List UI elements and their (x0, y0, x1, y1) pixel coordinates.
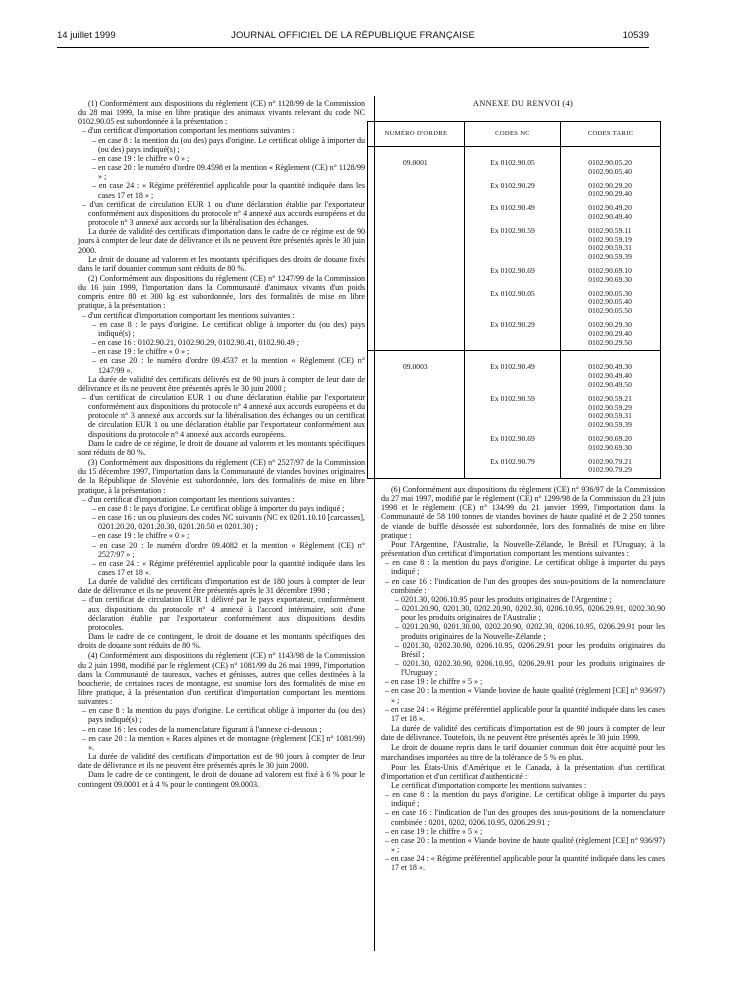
order-number-cell (368, 319, 464, 351)
para-3-item-c: – d'un certificat de circulation EUR 1 délivré par le pays exportateur, conformément aux dispositions du protocole n° 4 annexé à l'accord intérimaire, soit d'une déclaration établie par l'exportateur conformément aux dispositions desdits protocoles. (82, 595, 365, 632)
para-4-item-a1: – en case 8 : la mention du pays d'origine. Le certificat oblige à importer du (ou des) pays indiqué(s) ; (82, 706, 365, 725)
para-6-item-f4: – en case 20 : la mention « Viande bovine de haute qualité (règlement [CE] n° 936/97) » ; (385, 835, 665, 855)
para-4-validity: La durée de validité des certificats d'importation est de 90 jours à compter de leur date de délivrance et ils ne peuvent être présentés après le 30 juin 2000. (78, 752, 365, 771)
para-6-item-b3: – en case 19 : le chiffre « 5 » ; (385, 677, 483, 687)
taric-code-cell: 0102.90.49.20 0102.90.49.40 (561, 202, 660, 225)
para-1-item-a4: – en case 24 : « Régime préférentiel applicable pour la quantité indiquée dans les cases 17 et 18 » ; (92, 181, 365, 200)
annex-table-row (368, 433, 660, 456)
annex-title: ANNEXE DU RENVOI (4) (472, 99, 574, 108)
nc-code-cell: Ex 0102.90.05 (464, 147, 560, 180)
header-date: 14 juillet 1999 (57, 30, 116, 41)
header-rule (57, 47, 649, 48)
nc-code-cell: Ex 0102.90.79 (464, 456, 560, 479)
para-1-item-a3: – en case 20 : le numéro d'ordre 09.4598 et la mention « Règlement (CE) n° 1128/99 » ; (92, 163, 365, 182)
para-1-item-a: – d'un certificat d'importation comportant les mentions suivantes : (82, 126, 295, 136)
para-3-item-a1: – en case 8 : le pays d'origine. Le certificat oblige à importer du pays indiqué ; (92, 503, 345, 513)
taric-code-cell: 0102.90.05.20 0102.90.05.40 (561, 147, 660, 180)
annex-table-row (368, 456, 660, 479)
para-4-duty: Dans le cadre de ce contingent, le droit de douane ad valorem est fixé à 6 % pour le contingent 09.0001 et à 4 % pour le contingent 09.0003. (78, 770, 365, 789)
col-header-order: NUMÉRO D'ORDRE (368, 122, 464, 147)
order-number-cell: 09.0001 (403, 158, 428, 167)
para-6-usa-canada: Pour les États-Unis d'Amérique et le Canada, à la présentation d'un certificat d'importation et d'un certificat d'authenticité : (381, 762, 665, 781)
nc-code-cell: Ex 0102.90.59 (464, 225, 560, 265)
header-page-number: 10539 (622, 30, 649, 41)
header-journal-title: JOURNAL OFFICIEL DE LA RÉPUBLIQUE FRANÇAISE (231, 30, 475, 41)
para-3-intro: (3) Conformément aux dispositions du règlement (CE) n° 2527/97 de la Commission du 15 décembre 1997, l'importation dans la Communauté de viandes bovines originaires de la République de Slovénie est subordonnée, lors des formalités de mise en libre pratique, à la présentation : (78, 458, 365, 495)
taric-code-cell: 0102.90.79.21 0102.90.79.29 (561, 456, 660, 479)
order-number-cell (368, 393, 464, 433)
para-6-item-b5: – en case 24 : « Régime préférentiel applicable pour la quantité indiquée dans les cases 17 et 18 ». (385, 704, 665, 723)
nc-code-cell: Ex 0102.90.49 (464, 351, 560, 393)
para-3-item-a3: – en case 19 : le chiffre « 0 » ; (92, 531, 190, 541)
para-6-validity: La durée de validité des certificats d'importation est de 90 jours à compter de leur date de délivrance. Toutefois, ils ne peuvent être présentés après le 30 juin 1999. (381, 724, 665, 743)
order-number-cell (368, 456, 464, 479)
para-3-duty: Dans le cadre de ce contingent, le droit de douane et les montants spécifiques des droits de douane sont réduits de 80 %. (78, 632, 365, 651)
para-6-item-f3: – en case 19 : le chiffre « 5 » ; (385, 826, 483, 836)
taric-code-cell: 0102.90.59.21 0102.90.59.29 0102.90.59.31 0102.90.59.39 (561, 393, 660, 433)
para-6-item-b4: – en case 20 : la mention « Viande bovine de haute qualité (règlement [CE] n° 936/97) » ; (385, 686, 665, 705)
para-4-intro: (4) Conformément aux dispositions du règlement (CE) n° 1143/98 de la Commission du 2 juin 1998, modifié par le règlement (CE) n° 1081/99 du 26 mai 1999, l'importation dans la Communauté de taureaux, vaches et génisses, autres que celles destinées à la boucherie, de certaines races de montagne, est soumise lors des formalités de mise en libre pratique, à la présentation d'un certificat d'importation comportant les mentions suivantes : (78, 651, 365, 707)
order-number-cell (368, 288, 464, 319)
para-6-argentina: Pour l'Argentine, l'Australie, la Nouvelle-Zélande, le Brésil et l'Uruguay, à la présentation d'un certificat d'importation comportant les mentions suivantes : (381, 539, 665, 559)
annex-table-row (368, 288, 660, 319)
para-2-item-a: – d'un certificat d'importation comportant les mentions suivantes : (82, 310, 295, 320)
taric-code-cell: 0102.90.29.30 0102.90.29.40 0102.90.29.50 (561, 319, 660, 351)
para-3-item-a4: – en case 20 : le numéro d'ordre 09.4082 et la mention « Règlement (CE) n° 2527/97 » ; (92, 540, 365, 559)
para-3-item-a: – d'un certificat d'importation comportant les mentions suivantes : (82, 494, 295, 504)
taric-code-cell: 0102.90.69.10 0102.90.69.30 (561, 265, 660, 288)
right-column (381, 485, 665, 873)
order-number-cell (368, 433, 464, 456)
order-number-cell (368, 202, 464, 225)
taric-code-cell: 0102.90.49.30 0102.90.49.40 0102.90.49.50 (561, 351, 660, 393)
para-6-duty: Le droit de douane repris dans le tarif douanier commun doit être acquitté pour les marchandises importées au titre de la tolérance de 5 % en plus. (381, 743, 665, 762)
para-2-item-a2: – en case 16 : 0102.90.21, 0102.90.29, 0102.90.41, 0102.90.49 ; (92, 338, 299, 348)
para-6-certificate: Le certificat d'importation comporte les mentions suivantes : (391, 781, 587, 790)
nc-code-cell: Ex 0102.90.69 (464, 433, 560, 456)
annex-table-body (368, 147, 660, 479)
nc-code-cell: Ex 0102.90.59 (464, 393, 560, 433)
running-header (57, 30, 649, 44)
para-1-item-a1: – en case 8 : la mention du (ou des) pays d'origine. Le certificat oblige à importer du (ou des) pays indiqué(s) ; (92, 135, 365, 154)
para-3-item-a2: – en case 16 : un ou plusieurs des codes NC suivants (NC ex 0201.10.10 [carcasses], 0201.20.20, 0201.20.30, 0201.20.50 et 0201.30) ; (92, 513, 365, 532)
para-6-item-f1: – en case 8 : la mention du pays d'origine. Le certificat oblige à importer du pays indiqué ; (385, 790, 665, 809)
para-4-item-a3: – en case 20 : la mention « Races alpines et de montagne (règlement [CE] n° 1081/99) ». (82, 733, 365, 752)
para-6-item-b2d: – 0201.30, 0202.30.90, 0206.10.95, 0206.29.91 pour les produits originaires du Brésil ; (395, 640, 665, 659)
taric-code-cell: 0102.90.59.11 0102.90.59.19 0102.90.59.31 0102.90.59.39 (561, 225, 660, 265)
para-6-item-b2e: – 0201.30, 0202.30.90, 0206.10.95, 0206.29.91 pour les produits originaires de l'Uruguay ; (395, 658, 665, 678)
para-6-item-f2: – en case 16 : l'indication de l'un des groupes des sous-positions de la nomenclature combinée : 0201, 0202, 0206.10.95, 0206.29.91 ; (385, 808, 665, 827)
para-6-item-b1: – en case 8 : la mention du pays d'origine. Le certificat oblige à importer du pays indiqué ; (385, 558, 665, 577)
para-2-item-a3: – en case 19 : le chiffre « 0 » ; (92, 347, 190, 357)
nc-code-cell: Ex 0102.90.49 (464, 202, 560, 225)
para-6-item-b2: – en case 16 : l'indication de l'un des groupes des sous-positions de la nomenclature combinée : (385, 576, 665, 595)
para-1-item-b: – d'un certificat de circulation EUR 1 ou d'une déclaration établie par l'exportateur conformément aux dispositions du protocole n° 4 annexé aux accords européens et du protocole n° 3 annexé aux accords sur la libéralisation des échanges. (82, 199, 365, 228)
annex-table-header-row (368, 122, 660, 147)
para-6-item-f5: – en case 24 : « Régime préférentiel applicable pour la quantité indiquée dans les cases 17 et 18 ». (385, 854, 665, 873)
annex-table-row (368, 225, 660, 265)
para-6-item-b2b: – 0201.20.90, 0201.30, 0202.20.90, 0202.30, 0206.10.95, 0206.29.91, 0202.30.90 pour les produits originaires de l'Australie ; (395, 604, 665, 623)
order-number-cell (368, 180, 464, 203)
para-2-item-c: – d'un certificat de circulation EUR 1 ou d'une déclaration établie par l'exportateur conformément aux dispositions du protocole n° 4 annexé aux accords européens et du protocole n° 3 annexé aux accords sur la libéralisation des échanges ou un certificat de circulation EUR 1 ou une déclaration établie par l'exportateur conformément aux dispositions du protocole n° 4 annexé aux accords européens. (82, 393, 365, 439)
annex-table-row (368, 265, 660, 288)
taric-code-cell: 0102.90.69.20 0102.90.69.30 (561, 433, 660, 456)
para-1-validity: La durée de validité des certificats d'importation dans le cadre de ce régime est de 90 jours à compter de leur date de délivrance et ils ne peuvent être présentés après le 30 juin 2000. (78, 227, 365, 255)
para-2-item-a4: – en case 20 : le numéro d'ordre 09.4537 et la mention « Règlement (CE) n° 1247/99 ». (92, 356, 365, 375)
para-2-item-a1: – en case 8 : le pays d'origine. Le certificat oblige à importer du (ou des) pays indiqué(s) ; (92, 319, 365, 338)
taric-code-cell: 0102.90.29.20 0102.90.29.40 (561, 180, 660, 203)
para-3-validity: La durée de validité des certificats d'importation est de 180 jours à compter de leur date de délivrance et ils ne peuvent être présentés après le 31 décembre 1998 ; (78, 577, 365, 596)
annex-table (367, 121, 661, 479)
left-column (78, 99, 365, 789)
order-number-cell (368, 265, 464, 288)
nc-code-cell: Ex 0102.90.29 (464, 180, 560, 203)
taric-code-cell: 0102.90.05.30 0102.90.05.40 0102.90.05.50 (561, 288, 660, 319)
para-3-item-a5: – en case 24 : « Régime préférentiel applicable pour la quantité indiquée dans les cases 17 et 18 ». (92, 558, 365, 577)
nc-code-cell: Ex 0102.90.69 (464, 265, 560, 288)
annex-table-row (368, 180, 660, 203)
annex-table-row (368, 147, 660, 180)
annex-table-row (368, 319, 660, 351)
order-number-cell: 09.0003 (368, 351, 464, 393)
para-1-item-a2: – en case 19 : le chiffre « 0 » ; (92, 153, 190, 163)
nc-code-cell: Ex 0102.90.29 (464, 319, 560, 351)
col-header-nc: CODES NC (464, 122, 560, 147)
nc-code-cell: Ex 0102.90.05 (464, 288, 560, 319)
para-4-item-a2: – en case 16 : les codes de la nomenclature figurant à l'annexe ci-dessous ; (82, 724, 322, 734)
annex-table-row (368, 351, 660, 393)
para-6-item-b2a: – 0201.30, 0206.10.95 pour les produits originaires de l'Argentine ; (395, 594, 612, 604)
annex-table-row (368, 393, 660, 433)
annex-table-row (368, 202, 660, 225)
para-1-duty: Le droit de douane ad valorem et les montants spécifiques des droits de douane fixés dans le tarif douanier commun sont réduits de 80 %. (78, 254, 365, 273)
para-2-duty: Dans le cadre de ce régime, le droit de douane ad valorem et les montants spécifiques sont réduits de 80 %. (78, 438, 365, 457)
para-6-item-b2c: – 0201.20.90, 0201.30.00, 0202.20.90, 0202.30, 0206.10.95, 0206.29.91 pour les produits originaires de la Nouvelle-Zélande ; (395, 622, 665, 641)
para-6-intro: (6) Conformément aux dispositions du règlement (CE) n° 936/97 de la Commission du 27 mai 1997, modifié par le règlement (CE) n° 1299/98 de la Commission du 23 juin 1998 et le règlement (CE) n° 134/99 du 21 janvier 1999, l'importation dans la Communauté de 58 100 tonnes de viandes bovines de haute qualité et de 2 250 tonnes de viande de buffle désossée est subordonnée, lors des formalités de mise en libre pratique : (381, 485, 665, 540)
para-2-validity: La durée de validité des certificats délivrés est de 90 jours à compter de leur date de délivrance et ils ne peuvent être présentés après le 30 juin 2000 ; (78, 374, 365, 393)
para-2-intro: (2) Conformément aux dispositions du règlement (CE) n° 1247/99 de la Commission du 16 juin 1999, l'importation dans la Communauté d'animaux vivants d'un poids compris entre 80 et 300 kg est subordonnée, lors des formalités de mise en libre pratique, à la présentation : (78, 273, 365, 311)
order-number-cell (368, 225, 464, 265)
para-1-intro: (1) Conformément aux dispositions du règlement (CE) n° 1128/99 de la Commission du 28 mai 1999, la mise en libre pratique des animaux vivants relevant du code NC 0102.90.05 est subordonnée à la présentation : (78, 99, 365, 127)
col-header-taric: CODES TARIC (561, 122, 660, 147)
